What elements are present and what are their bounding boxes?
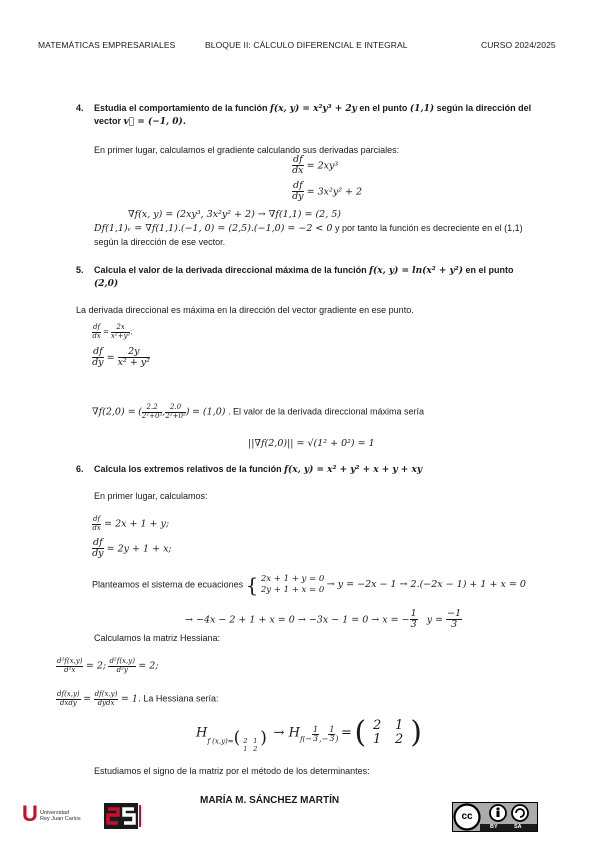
by-label: BY [490,824,498,830]
ex6-intro: En primer lugar, calculamos: [94,491,208,501]
ex6-sign-text: Estudiamos el signo de la matriz por el método de los determinantes: [94,766,370,776]
author-name: MARÍA M. SÁNCHEZ MARTÍN [200,795,340,806]
ex6-hessian-intro: Calculamos la matriz Hessiana: [94,633,221,643]
cc-by-sa-badge [452,802,538,832]
ex5-statement-line1: Calcula el valor de la derivada direccional máxima de la función f(x, y) = ln(x² + y²) en el punto [94,265,514,276]
ex5-norm: ||∇f(2,0)|| = √(1² + 0²) = 1 [248,438,375,449]
ex5-intro: La derivada direccional es máxima en la dirección del vector gradiente en ese punto. [76,305,414,315]
ex6-mixed-derivatives: $\frac{df(x,y)}{\text{dxdy}}$ = $\frac{df(x,y)}{\text{dydx}}$ = 1. La Hessiana sería: [57,690,219,707]
ex5-dfdx: $\frac{df}{dx}$ = $\frac{2x}{\text{x²+y²}}$ ; [92,323,133,340]
urjc-name: Universidad Rey Juan Carlos [40,810,81,823]
ex5-statement-line2: (2,0) [94,279,119,289]
ex6-second-derivatives: $\frac{\text{d²f(x,y)}}{\text{d²x}}$ = 2; $\frac{\text{d²f(x,y)}}{\text{d²y}}$ = 2; [57,657,159,674]
ex6-solve: → −4x − 2 + 1 + x = 0 → −3x − 1 = 0 → x = − $\frac{1}{3}$ y = $\frac{-1}{3}$ [185,608,462,631]
header-center: BLOQUE II: CÁLCULO DIFERENCIAL E INTEGRAL [205,40,408,50]
header-right: CURSO 2024/2025 [481,40,556,50]
ex6-dfdx: $\frac{df}{dx}$ = 2x + 1 + y; [92,515,170,532]
ex4-directional-line2: según la dirección de ese vector. [94,237,226,247]
ex4-number: 4. [76,103,84,113]
ex6-dfdy: $\frac{df}{dy}$ = 2y + 1 + x; [92,537,172,560]
ex6-system: Planteamos el sistema de ecuaciones { 2x + 1 + y = 0 2y + 1 + x = 0 → y = −2x − 1 → 2.(−2x − 1) + 1 + x = 0 [92,572,526,597]
urjc-logo [22,803,142,829]
cc-icon: cc [461,811,473,822]
ex4-statement-line1: Estudia el comportamiento de la función f(x, y) = x²y³ + 2y en el punto (1,1) según la dirección del [94,103,532,114]
ex4-dfdx: $\frac{df}{dx}$ = 2xy³ [292,154,339,177]
header-left: MATEMÁTICAS EMPRESARIALES [38,40,176,50]
ex6-statement: Calcula los extremos relativos de la función f(x, y) = x² + y² + x + y + xy [94,464,423,475]
ex6-hessian-matrices: $H_{f (x,y)=}$( 2 1 1 2 ) → $H_{f(}-$ $\frac{1}{3}$ ,− $\frac{1}{3}$ ) = ( 2 1 1 2 ) [196,715,422,753]
sa-label: SA [514,824,522,830]
ex5-number: 5. [76,265,84,275]
ex5-dfdy: $\frac{df}{dy}$ = $\frac{2y}{\text{x² + y²}}$ [92,346,150,369]
ex5-gradient: ∇f(2,0) = ( $\frac{2.2}{\text{2²+0²}}$ , $\frac{2.0}{\text{2²+0²}}$ ) = (1,0) . El valor de la derivada direccional máxima sería [92,403,425,420]
ex4-directional: Df(1,1)ᵥ = ∇f(1,1).(−1, 0) = (2,5).(−1,0) = −2 < 0 y por tanto la función es decreciente en el (1,1) [94,223,523,234]
urjc-u-icon: U [22,801,38,826]
ex4-intro: En primer lugar, calculamos el gradiente calculando sus derivadas parciales: [94,145,400,155]
ex4-dfdy: $\frac{df}{dy}$ = 3x²y² + 2 [292,180,363,203]
ex4-statement-line2: vector v⃗ = (−1, 0). [94,116,186,127]
ex6-number: 6. [76,464,84,474]
anniversary-25-icon [104,803,142,829]
ex4-gradient: ∇f(x, y) = (2xy³, 3x²y² + 2) → ∇f(1,1) = (2, 5) [128,209,341,220]
